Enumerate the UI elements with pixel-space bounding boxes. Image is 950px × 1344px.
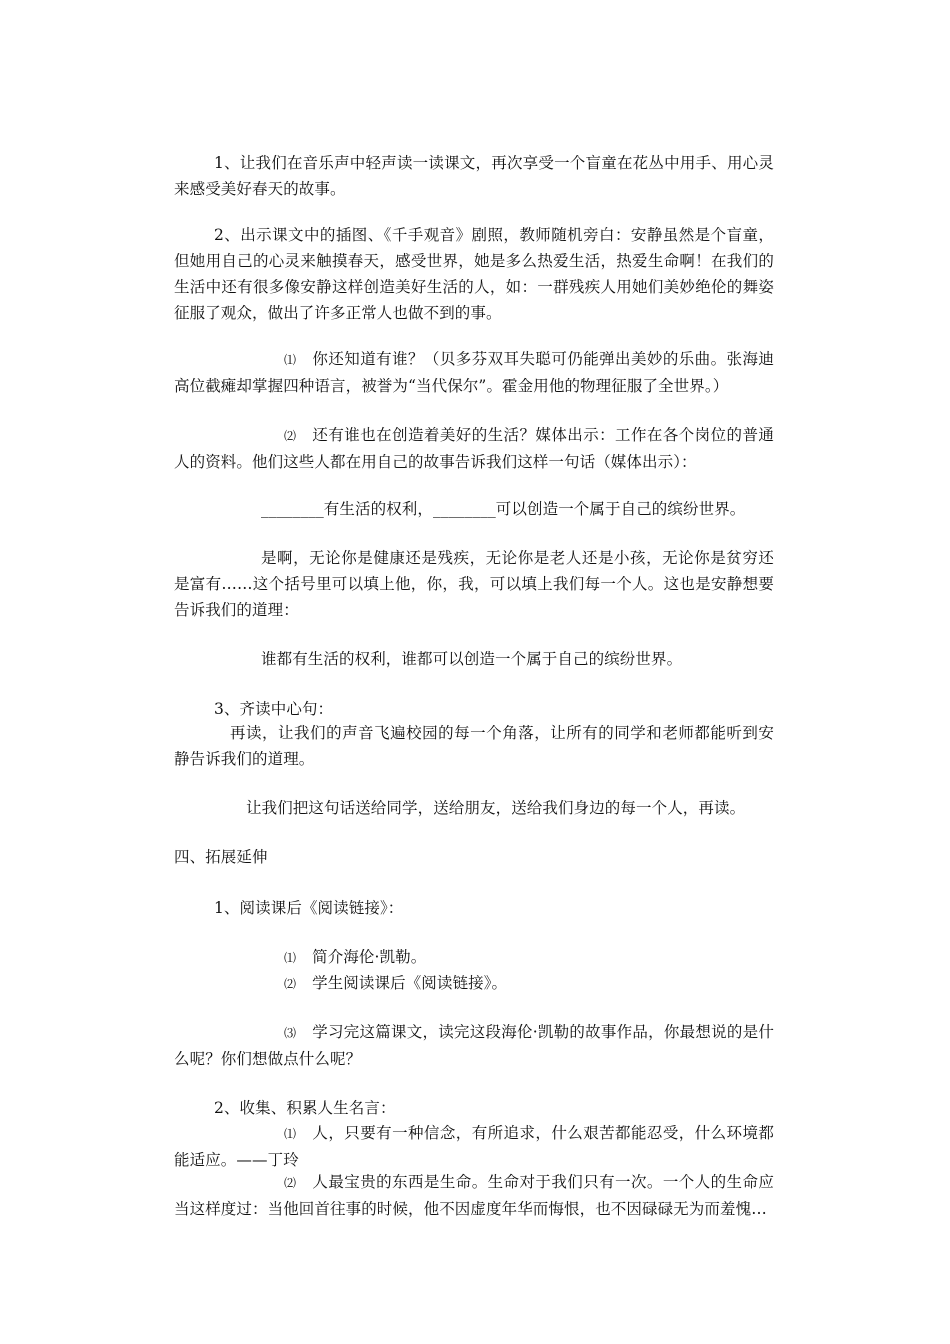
central-sentence: 谁都有生活的权利，谁都可以创造一个属于自己的缤纷世界。 bbox=[261, 650, 683, 668]
paragraph-9: 再读，让我们的声音飞遍校园的每一个角落，让所有的同学和老师都能听到安静告诉我们的道理。 bbox=[174, 724, 774, 768]
paragraph-10: 让我们把这句话送给同学，送给朋友，送给我们身边的每一个人，再读。 bbox=[246, 799, 746, 817]
paragraph-13-text: 简介海伦·凯勒。 bbox=[312, 948, 427, 966]
paragraph-15-text: 学习完这篇课文，读完这段海伦·凯勒的故事作品，你最想说的是什么呢？你们想做点什么呢？ bbox=[174, 1023, 774, 1068]
item-number: ⑶ bbox=[284, 1026, 297, 1040]
paragraph-2: 2、出示课文中的插图、《千手观音》剧照，教师随机旁白：安静虽然是个盲童，但她用自己的心灵来触摸春天，感受世界，她是多么热爱生活，热爱生命啊！在我们的生活中还有很多像安静这样创造美好生活的人，如：一群残疾人用她们美妙绝伦的舞姿征服了观众，做出了许多正常人也做不到的事。 bbox=[174, 226, 774, 322]
paragraph-4-text: 还有谁也在创造着美好的生活？媒体出示：工作在各个岗位的普通人的资料。他们这些人都在用自己的故事告诉我们这样一句话（媒体出示）： bbox=[174, 426, 774, 471]
section-four-heading: 四、拓展延伸 bbox=[174, 848, 268, 866]
paragraph-15 bbox=[174, 1019, 774, 1072]
quote-2 bbox=[174, 1169, 774, 1222]
item-number: ⑵ bbox=[284, 1176, 297, 1190]
paragraph-3 bbox=[174, 346, 774, 399]
item-1-heading: 1、阅读课后《阅读链接》： bbox=[214, 899, 404, 917]
quote-1-text: 人，只要有一种信念，有所追求，什么艰苦都能忍受，什么环境都能适应。——丁玲 bbox=[174, 1124, 774, 1169]
paragraph-14 bbox=[174, 970, 774, 997]
fill-blank-sentence: ________有生活的权利，________可以创造一个属于自己的缤纷世界。 bbox=[261, 500, 746, 518]
paragraph-6: 是啊，无论你是健康还是残疾，无论你是老人还是小孩，无论你是贫穷还是富有……这个括号里可以填上他，你，我，可以填上我们每一个人。这也是安静想要告诉我们的道理： bbox=[174, 549, 774, 619]
item-number: ⑵ bbox=[284, 429, 297, 443]
paragraph-13 bbox=[174, 944, 774, 971]
paragraph-1: 1、让我们在音乐声中轻声读一读课文，再次享受一个盲童在花丛中用手、用心灵来感受美好春天的故事。 bbox=[174, 154, 774, 198]
paragraph-4 bbox=[174, 422, 774, 475]
item-number: ⑴ bbox=[284, 353, 297, 367]
item-number: ⑴ bbox=[284, 951, 297, 965]
paragraph-14-text: 学生阅读课后《阅读链接》。 bbox=[312, 974, 508, 992]
item-number: ⑴ bbox=[284, 1127, 297, 1141]
item-2-heading: 2、收集、积累人生名言： bbox=[214, 1099, 396, 1117]
item-number: ⑵ bbox=[284, 977, 297, 991]
quote-1 bbox=[174, 1120, 774, 1173]
quote-2-text: 人最宝贵的东西是生命。生命对于我们只有一次。一个人的生命应当这样度过：当他回首往事的时候，他不因虚度年华而悔恨，也不因碌碌无为而羞愧… bbox=[174, 1173, 774, 1218]
paragraph-3-text: 你还知道有谁？（贝多芬双耳失聪可仍能弹出美妙的乐曲。张海迪高位截瘫却掌握四种语言，被誉为“当代保尔”。霍金用他的物理征服了全世界。） bbox=[174, 350, 774, 395]
section-3-heading: 3、齐读中心句： bbox=[214, 700, 334, 718]
